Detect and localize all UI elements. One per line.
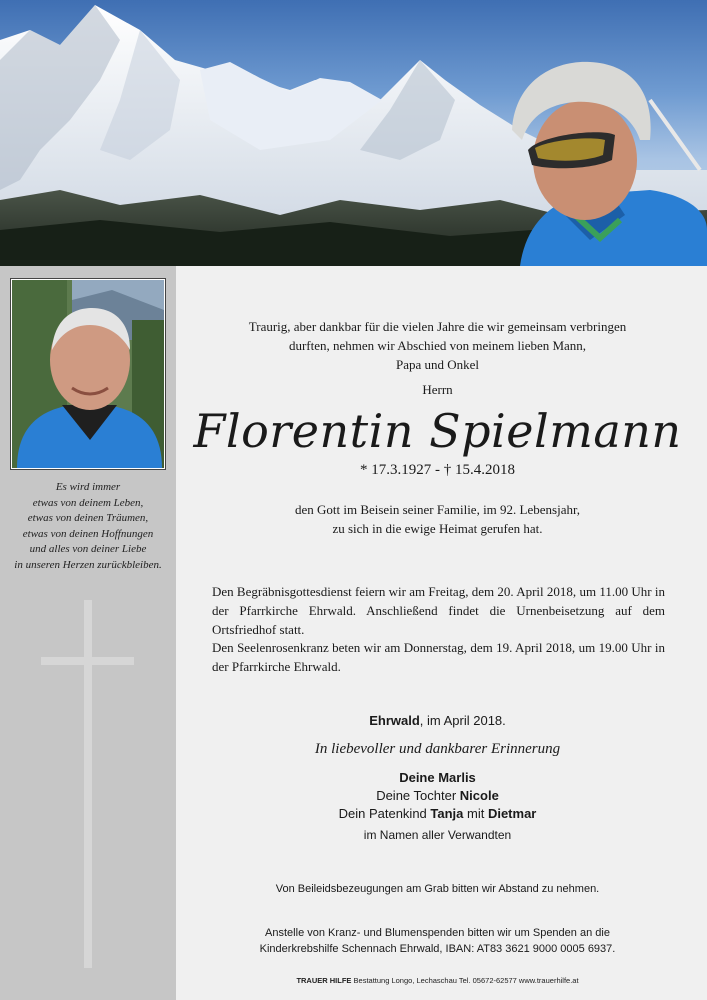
mountain-landscape-image	[0, 0, 707, 266]
intro-line: Papa und Onkel	[395, 357, 480, 372]
poem-line: etwas von deinen Träumen,	[27, 512, 149, 524]
mourner-name: Nicole	[459, 788, 499, 803]
portrait-photo	[11, 279, 165, 469]
poem-line: in unseren Herzen zurückbleiben.	[14, 558, 162, 571]
poem-line: Es wird immer	[55, 481, 121, 493]
poem-line: etwas von deinen Hoffnungen	[22, 527, 154, 540]
poem-line: etwas von deinem Leben,	[32, 496, 144, 509]
relatives-line: im Namen aller Verwandten	[363, 828, 512, 842]
cross-icon-vertical	[84, 600, 92, 968]
salutation: Herrn	[422, 382, 453, 397]
intro-line: durften, nehmen wir Abschied von meinem lieben Mann,	[288, 338, 587, 353]
donation-line: Anstelle von Kranz- und Blumenspenden bitten wir um Spenden an die	[265, 927, 610, 939]
mourner-connector: mit	[463, 806, 488, 821]
mourner-name: Dietmar	[487, 806, 537, 821]
mourner-line	[190, 805, 685, 823]
rosary-paragraph: Den Seelenrosenkranz beten wir am Donnerstag, dem 19. April 2018, um 19.00 Uhr in der Pfarrkirche Ehrwald.	[212, 640, 665, 674]
header-banner-photo	[0, 0, 707, 266]
life-dates: * 17.3.1927 - † 15.4.2018	[360, 462, 515, 478]
funeral-paragraph: Den Begräbnisgottesdienst feiern wir am Freitag, dem 20. April 2018, um 11.00 Uhr in der Pfarrkirche Ehrwald. Anschließend findet die Urnenbeisetzung auf dem Ortsfriedhof statt.	[212, 584, 665, 637]
intro-line: Traurig, aber dankbar für die vielen Jahre die wir gemeinsam verbringen	[248, 319, 627, 334]
portrait-image	[12, 280, 164, 468]
mourner-name: Deine Marlis	[399, 770, 476, 785]
footer-brand: TRAUER HILFE	[296, 976, 352, 985]
mourner-line	[190, 769, 685, 787]
place-name: Ehrwald	[369, 713, 420, 728]
deceased-name: Florentin Spielmann	[193, 404, 682, 458]
intro-text	[190, 317, 685, 374]
place-date	[190, 713, 685, 728]
footer-credit	[190, 976, 685, 985]
poem-line: und alles von deiner Liebe	[29, 543, 147, 555]
mourner-name: Tanja	[430, 806, 464, 821]
condolences-note: Von Beileidsbezeugungen am Grab bitten wir Abstand zu nehmen.	[275, 883, 600, 895]
death-line: den Gott im Beisein seiner Familie, im 92. Lebensjahr,	[294, 502, 581, 517]
memorial-poem	[0, 480, 176, 573]
mourner-relation: Deine Tochter	[376, 788, 460, 803]
memory-line: In liebevoller und dankbarer Erinnerung	[314, 741, 561, 757]
footer-text: Bestattung Longo, Lechaschau Tel. 05672-62577 www.trauerhilfe.at	[351, 976, 579, 985]
mourner-relation: Dein Patenkind	[338, 806, 431, 821]
cross-icon-horizontal	[41, 657, 134, 665]
mourners-list	[190, 769, 685, 823]
skier-portrait	[512, 62, 707, 266]
mourner-line	[190, 787, 685, 805]
death-line: zu sich in die ewige Heimat gerufen hat.	[332, 521, 543, 536]
donation-line: Kinderkrebshilfe Schennach Ehrwald, IBAN: AT83 3621 9000 0005 6937.	[259, 943, 616, 955]
death-text	[190, 500, 685, 538]
place-date-text: , im April 2018.	[419, 713, 506, 728]
donation-note	[190, 925, 685, 957]
